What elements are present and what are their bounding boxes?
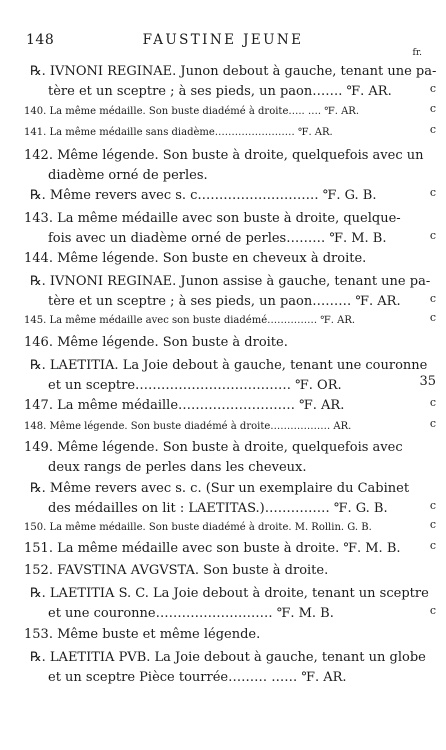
entry-line: fois avec un diadème orné de perles……… ℉. M. B. bbox=[48, 231, 387, 246]
rarity-mark: c bbox=[429, 102, 436, 115]
entry-line: ℞. LAETITIA. La Joie debout à gauche, tenant une couronne bbox=[30, 358, 428, 373]
entry-line: ℞. LAETITIA PVB. La Joie debout à gauche, tenant un globe bbox=[30, 650, 426, 665]
entry-line: et une couronne……………………… ℉. M. B. bbox=[48, 606, 334, 621]
price-column-head: fr. bbox=[412, 48, 422, 58]
entry-line: ℞. IVNONI REGINAE. Junon assise à gauche, tenant une pa- bbox=[30, 274, 431, 289]
entry-line: tère et un sceptre ; à ses pieds, un paon……… ℉. AR. bbox=[48, 294, 401, 309]
entry-line: 146. Même légende. Son buste à droite. bbox=[24, 335, 288, 350]
entry-line: 153. Même buste et même légende. bbox=[24, 627, 261, 642]
rarity-mark: c bbox=[429, 82, 436, 95]
rarity-mark: c bbox=[429, 229, 436, 242]
rarity-mark: c bbox=[429, 186, 436, 199]
rarity-mark: c bbox=[429, 539, 436, 552]
rarity-mark: c bbox=[429, 499, 436, 512]
entry-line: 149. Même légende. Son buste à droite, quelquefois avec bbox=[24, 440, 403, 455]
entry-line: ℞. LAETITIA S. C. La Joie debout à droite, tenant un sceptre bbox=[30, 586, 429, 601]
rarity-mark: c bbox=[429, 518, 436, 531]
entry-line: 147. La même médaille……………………… ℉. AR. bbox=[24, 398, 345, 413]
entry-line: ℞. Même revers avec s. c. (Sur un exemplaire du Cabinet bbox=[30, 481, 410, 496]
page-number: 148 bbox=[26, 32, 55, 48]
entry-line: ℞. IVNONI REGINAE. Junon debout à gauche, tenant une pa- bbox=[30, 64, 437, 79]
entry-line: 144. Même légende. Son buste en cheveux à droite. bbox=[24, 251, 367, 266]
entry-line: 150. La même médaille. Son buste diadémé à droite. M. Rollin. G. B. bbox=[24, 522, 372, 533]
entry-line: 143. La même médaille avec son buste à droite, quelque- bbox=[24, 211, 401, 226]
entry-line: 145. La même médaille avec son buste diadémé…………… ℉. AR. bbox=[24, 315, 356, 326]
entry-line: 141. La même médaille sans diadème…………………… ℉. AR. bbox=[24, 127, 333, 138]
rarity-mark: c bbox=[429, 311, 436, 324]
entry-line: 151. La même médaille avec son buste à droite. ℉. M. B. bbox=[24, 541, 401, 556]
entry-line: diadème orné de perles. bbox=[48, 168, 208, 183]
price-mark: 35 bbox=[419, 374, 436, 389]
page-header bbox=[20, 32, 426, 58]
entry-line: tère et un sceptre ; à ses pieds, un paon……. ℉. AR. bbox=[48, 84, 392, 99]
entry-line: 140. La même médaille. Son buste diadémé à droite….. …. ℉. AR. bbox=[24, 106, 360, 117]
entry-line: 148. Même légende. Son buste diadémé à droite……………… AR. bbox=[24, 421, 352, 432]
rarity-mark: c bbox=[429, 123, 436, 136]
entry-line: des médailles on lit : LAETITAS.)…………… ℉. G. B. bbox=[48, 501, 388, 516]
rarity-mark: c bbox=[429, 604, 436, 617]
entry-line: deux rangs de perles dans les cheveux. bbox=[48, 460, 307, 475]
entry-line: et un sceptre Pièce tourrée……… …… ℉. AR. bbox=[48, 670, 347, 685]
running-title: FAUSTINE JEUNE bbox=[142, 32, 304, 48]
entry-line: et un sceptre……………………………… ℉. OR. bbox=[48, 378, 342, 393]
rarity-mark: c bbox=[429, 417, 436, 430]
entry-line: 152. FAVSTINA AVGVSTA. Son buste à droite. bbox=[24, 563, 329, 578]
entry-line: 142. Même légende. Son buste à droite, quelquefois avec un bbox=[24, 148, 424, 163]
entry-line: ℞. Même revers avec s. c.……………………… ℉. G. B. bbox=[30, 188, 377, 203]
rarity-mark: c bbox=[429, 396, 436, 409]
rarity-mark: c bbox=[429, 292, 436, 305]
